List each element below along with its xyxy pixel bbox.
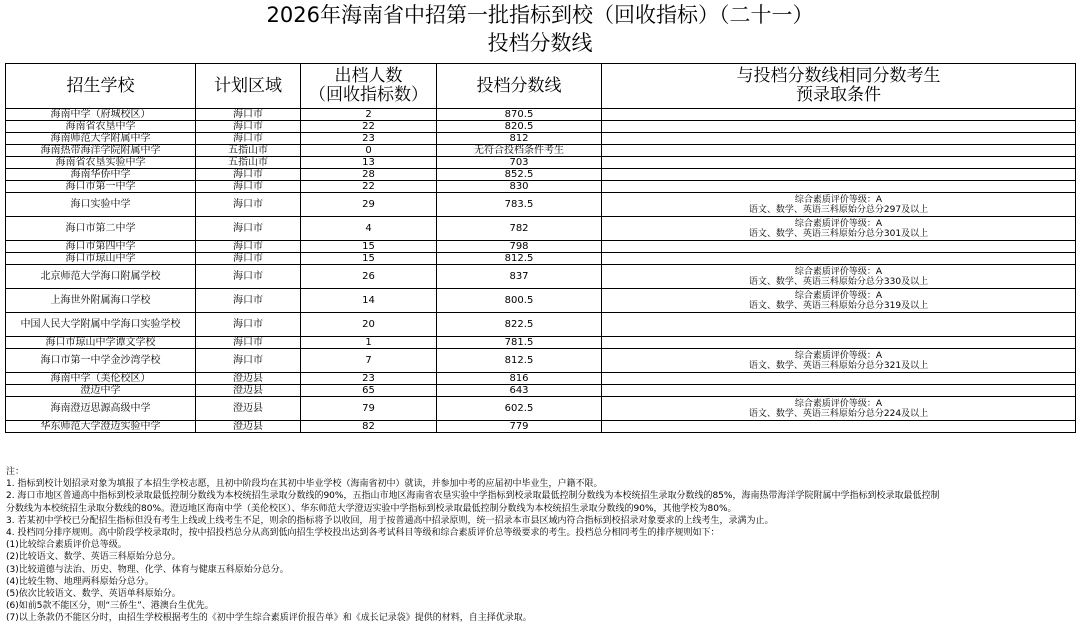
cell-school: 澄迈中学	[6, 385, 196, 397]
table-row	[6, 265, 1076, 289]
table-body	[6, 109, 1076, 433]
cell-area: 海口市	[196, 121, 301, 133]
notes-section	[6, 466, 1074, 625]
note-line: (6)如前5款不能区分，则“三侨生”、港澳台生优先。	[6, 601, 214, 612]
cell-school: 海南中学（府城校区）	[6, 109, 196, 121]
cell-area: 海口市	[196, 253, 301, 265]
header-area: 计划区域	[196, 64, 301, 109]
cell-area: 海口市	[196, 133, 301, 145]
table-row	[6, 169, 1076, 181]
note-line: 3. 若某初中学校已分配招生指标但没有考生上线或上线考生不足，则余的指标将予以收回，用于按普通高中招录原则，统一招录本市县区域内符合指标到校招录对象要求的上线考生，录满为止。	[6, 515, 774, 526]
cell-conditions	[602, 337, 1076, 349]
note-line: 2. 海口市地区普通高中指标到校录取最低控制分数线为本校统招生录取分数线的90%，五指山市地区海南省农垦实验中学指标到校录取最低控制分数线为本校统招生录取分数线的85%，海南热带海洋学院附属中学指标到校录取最低控制	[6, 491, 940, 502]
cell-area: 海口市	[196, 193, 301, 217]
cell-area: 海口市	[196, 337, 301, 349]
condition-line: 语文、数学、英语三科原始分总分297及以上	[748, 204, 929, 215]
document-subtitle: 投档分数线	[487, 31, 593, 55]
cell-school: 北京师范大学海口附属学校	[6, 265, 196, 289]
header-conditions	[602, 64, 1076, 109]
cell-count: 7	[301, 349, 437, 373]
cell-count: 79	[301, 397, 437, 421]
cell-school: 中国人民大学附属中学海口实验学校	[6, 313, 196, 337]
note-line: (1)比较综合素质评价总等级。	[6, 540, 127, 551]
cell-school: 海口市第二中学	[6, 217, 196, 241]
cell-school: 海南澄迈思源高级中学	[6, 397, 196, 421]
cell-score: 602.5	[437, 397, 602, 421]
condition-line: 语文、数学、英语三科原始分总分330及以上	[748, 276, 929, 287]
cell-area: 五指山市	[196, 145, 301, 157]
cell-conditions	[602, 109, 1076, 121]
cell-area: 海口市	[196, 313, 301, 337]
cell-school: 海口市第一中学	[6, 181, 196, 193]
table-header-row	[6, 64, 1076, 109]
cell-area: 海口市	[196, 169, 301, 181]
cell-conditions	[602, 121, 1076, 133]
cell-count: 28	[301, 169, 437, 181]
cell-count: 22	[301, 121, 437, 133]
cell-conditions	[602, 289, 1076, 313]
cell-count: 20	[301, 313, 437, 337]
cell-score: 800.5	[437, 289, 602, 313]
header-cond-line1: 与投档分数线相同分数考生	[736, 66, 941, 86]
cell-count: 22	[301, 181, 437, 193]
cell-score: 783.5	[437, 193, 602, 217]
cell-conditions	[602, 373, 1076, 385]
cell-area: 海口市	[196, 217, 301, 241]
cell-count: 65	[301, 385, 437, 397]
table-row	[6, 157, 1076, 169]
cell-count: 2	[301, 109, 437, 121]
cell-conditions	[602, 181, 1076, 193]
cell-count: 0	[301, 145, 437, 157]
cell-score: 816	[437, 373, 602, 385]
condition-line: 语文、数学、英语三科原始分总分321及以上	[748, 360, 929, 371]
cell-area: 海口市	[196, 349, 301, 373]
table-row	[6, 385, 1076, 397]
table-row	[6, 193, 1076, 217]
cell-conditions	[602, 169, 1076, 181]
table-row	[6, 397, 1076, 421]
cell-score: 812.5	[437, 253, 602, 265]
header-school: 招生学校	[6, 64, 196, 109]
cell-area: 海口市	[196, 181, 301, 193]
cell-score: 830	[437, 181, 602, 193]
cell-score: 无符合投档条件考生	[437, 145, 602, 157]
cell-school: 海口市琼山中学	[6, 253, 196, 265]
cell-school: 海南省农垦实验中学	[6, 157, 196, 169]
cell-count: 82	[301, 421, 437, 433]
score-table	[5, 63, 1076, 433]
condition-line: 综合素质评价等级：A	[794, 350, 883, 361]
table-row	[6, 145, 1076, 157]
table-row	[6, 121, 1076, 133]
table-row	[6, 109, 1076, 121]
cell-count: 14	[301, 289, 437, 313]
cell-conditions	[602, 145, 1076, 157]
cell-count: 26	[301, 265, 437, 289]
cell-score: 812.5	[437, 349, 602, 373]
cell-area: 澄迈县	[196, 397, 301, 421]
cell-conditions	[602, 265, 1076, 289]
cell-school: 海口市第一中学金沙湾学校	[6, 349, 196, 373]
cell-score: 870.5	[437, 109, 602, 121]
table-row	[6, 181, 1076, 193]
cell-school: 海南省农垦中学	[6, 121, 196, 133]
cell-school: 海口市第四中学	[6, 241, 196, 253]
cell-score: 643	[437, 385, 602, 397]
header-count-line1: 出档人数	[334, 66, 403, 86]
condition-line: 语文、数学、英语三科原始分总分301及以上	[748, 228, 929, 239]
cell-score: 812	[437, 133, 602, 145]
cell-score: 703	[437, 157, 602, 169]
cell-conditions	[602, 253, 1076, 265]
cell-score: 781.5	[437, 337, 602, 349]
cell-conditions	[602, 349, 1076, 373]
cell-count: 23	[301, 373, 437, 385]
cell-score: 852.5	[437, 169, 602, 181]
cell-area: 澄迈县	[196, 385, 301, 397]
table-row	[6, 349, 1076, 373]
cell-count: 15	[301, 253, 437, 265]
table-row	[6, 337, 1076, 349]
table-row	[6, 241, 1076, 253]
cell-area: 澄迈县	[196, 421, 301, 433]
cell-score: 822.5	[437, 313, 602, 337]
table-row	[6, 289, 1076, 313]
condition-line: 综合素质评价等级：A	[794, 218, 883, 229]
cell-area: 海口市	[196, 109, 301, 121]
cell-area: 五指山市	[196, 157, 301, 169]
cell-school: 海口实验中学	[6, 193, 196, 217]
cell-count: 15	[301, 241, 437, 253]
cell-count: 4	[301, 217, 437, 241]
header-count	[301, 64, 437, 109]
condition-line: 综合素质评价等级：A	[794, 266, 883, 277]
note-line: (4)比较生物、地理两科原始分总分。	[6, 576, 154, 587]
cell-area: 海口市	[196, 241, 301, 253]
cell-conditions	[602, 133, 1076, 145]
cell-school: 海南中学（美伦校区）	[6, 373, 196, 385]
table-row	[6, 313, 1076, 337]
cell-score: 779	[437, 421, 602, 433]
condition-line: 语文、数学、英语三科原始分总分319及以上	[748, 300, 929, 311]
condition-line: 综合素质评价等级：A	[794, 194, 883, 205]
cell-school: 海南师范大学附属中学	[6, 133, 196, 145]
cell-count: 29	[301, 193, 437, 217]
header-cond-line2: 预录取条件	[796, 85, 881, 105]
table-row	[6, 133, 1076, 145]
cell-school: 海南华侨中学	[6, 169, 196, 181]
cell-conditions	[602, 241, 1076, 253]
condition-line: 语文、数学、英语三科原始分总分224及以上	[748, 408, 929, 419]
cell-area: 澄迈县	[196, 373, 301, 385]
note-line: (3)比较道德与法治、历史、物理、化学、体育与健康五科原始分总分。	[6, 564, 289, 575]
note-line: 1. 指标到校计划招录对象为填报了本招生学校志愿，且初中阶段均在其初中毕业学校（海南省初中）就读，并参加中考的应届初中毕业生，户籍不限。	[6, 479, 603, 490]
cell-conditions	[602, 217, 1076, 241]
note-line: 分数线为本校统招生录取分数线的80%。澄迈地区海南中学（美伦校区）、华东师范大学澄迈实验中学指标到校录取最低控制分数线为本校统招生录取分数线的90%，其他学校为80%。	[6, 503, 737, 514]
header-count-line2: （回收指标数）	[309, 85, 428, 105]
cell-conditions	[602, 385, 1076, 397]
cell-score: 837	[437, 265, 602, 289]
cell-conditions	[602, 421, 1076, 433]
cell-school: 华东师范大学澄迈实验中学	[6, 421, 196, 433]
cell-count: 23	[301, 133, 437, 145]
note-line: (5)依次比较语文、数学、英语单科原始分。	[6, 589, 181, 600]
note-line: (7)以上条款仍不能区分时，由招生学校根据考生的《初中学生综合素质评价报告单》和《成长记录袋》提供的材料，自主择优录取。	[6, 613, 532, 624]
cell-conditions	[602, 397, 1076, 421]
cell-area: 海口市	[196, 265, 301, 289]
table-row	[6, 421, 1076, 433]
note-line: (2)比较语文、数学、英语三科原始分总分。	[6, 552, 181, 563]
cell-score: 798	[437, 241, 602, 253]
document-title: 2026年海南省中招第一批指标到校（回收指标）（二十一）	[266, 3, 814, 27]
table-row	[6, 217, 1076, 241]
cell-conditions	[602, 193, 1076, 217]
cell-score: 782	[437, 217, 602, 241]
cell-score: 820.5	[437, 121, 602, 133]
table-row	[6, 253, 1076, 265]
cell-school: 海南热带海洋学院附属中学	[6, 145, 196, 157]
cell-school: 上海世外附属海口学校	[6, 289, 196, 313]
header-score: 投档分数线	[437, 64, 602, 109]
table-row	[6, 373, 1076, 385]
cell-conditions	[602, 157, 1076, 169]
note-line: 4. 投档同分排序规则。高中阶段学校录取时，按中招投档总分从高到低向招生学校投出达到各考试科目等级和综合素质评价总等级要求的考生。投档总分相同考生的排序规则如下：	[6, 528, 720, 539]
cell-count: 1	[301, 337, 437, 349]
condition-line: 综合素质评价等级：A	[794, 398, 883, 409]
condition-line: 综合素质评价等级：A	[794, 290, 883, 301]
cell-area: 海口市	[196, 289, 301, 313]
cell-count: 13	[301, 157, 437, 169]
note-line: 注：	[6, 467, 25, 477]
cell-school: 海口市琼山中学谭文学校	[6, 337, 196, 349]
cell-conditions	[602, 313, 1076, 337]
